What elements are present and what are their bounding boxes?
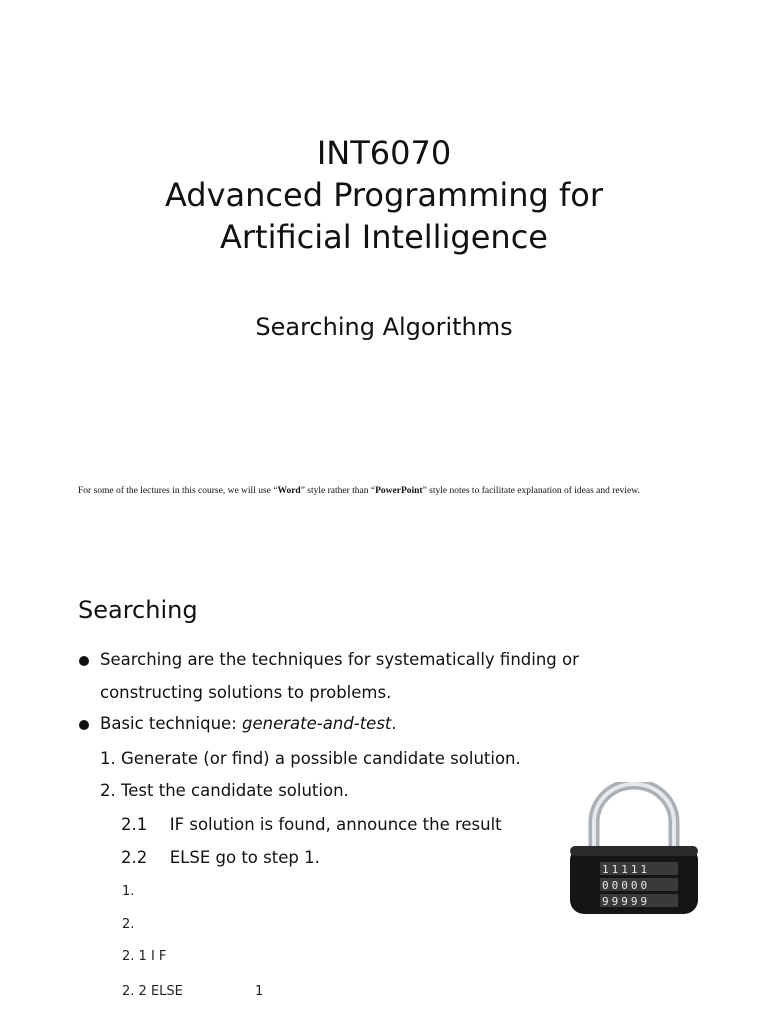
- step-text: IF solution is found, announce the result: [169, 815, 502, 834]
- lock-digits-row3: 99999: [602, 895, 651, 908]
- footnote-1: 1.: [122, 884, 135, 899]
- subtitle: Searching Algorithms: [255, 313, 513, 341]
- bullet-item-1-cont: constructing solutions to problems.: [100, 683, 392, 702]
- step-2-2: [121, 848, 320, 867]
- course-title-line1: Advanced Programming for: [164, 176, 604, 214]
- step-text: ELSE go to step 1.: [169, 848, 320, 867]
- course-title-line2: Artificial Intelligence: [220, 218, 548, 256]
- step-1: 1. Generate (or find) a possible candidate solution.: [100, 749, 521, 768]
- bullet-item-2: [100, 714, 397, 733]
- step-2: 2. Test the candidate solution.: [100, 781, 349, 800]
- note-word: Word: [277, 486, 301, 496]
- bullet-suffix: .: [391, 714, 397, 733]
- lock-digits-row1: 11111: [602, 863, 651, 876]
- technique-name: generate-and-test: [242, 714, 392, 733]
- step-number: 2.2: [121, 848, 148, 867]
- footnote-4: 2. 2 ELSE: [122, 984, 183, 999]
- footnote-2: 2.: [122, 917, 135, 932]
- footnote-3: 2. 1 I F: [122, 949, 167, 964]
- section-heading: Searching: [78, 596, 198, 624]
- lock-digits-row2: 00000: [602, 879, 651, 892]
- title-block: [0, 132, 768, 258]
- note-text-1: For some of the lectures in this course, we will use “: [78, 486, 278, 496]
- step-number: 2.1: [121, 815, 148, 834]
- note-text-3: ” style notes to facilitate explanation of ideas and review.: [422, 486, 640, 496]
- note-text-2: ” style rather than “: [300, 486, 376, 496]
- course-code: INT6070: [316, 134, 452, 172]
- footnote-4-number: 1: [255, 984, 264, 999]
- bullet-text: Searching are the techniques for systematically finding or: [100, 650, 579, 669]
- note-powerpoint: PowerPoint: [375, 486, 423, 496]
- bullet-item-1: [100, 650, 579, 669]
- course-note: [78, 486, 718, 496]
- bullet-icon: [79, 720, 89, 730]
- step-2-1: [121, 815, 502, 834]
- padlock-icon: [562, 782, 722, 922]
- bullet-icon: [79, 656, 89, 666]
- bullet-text: Basic technique:: [100, 714, 243, 733]
